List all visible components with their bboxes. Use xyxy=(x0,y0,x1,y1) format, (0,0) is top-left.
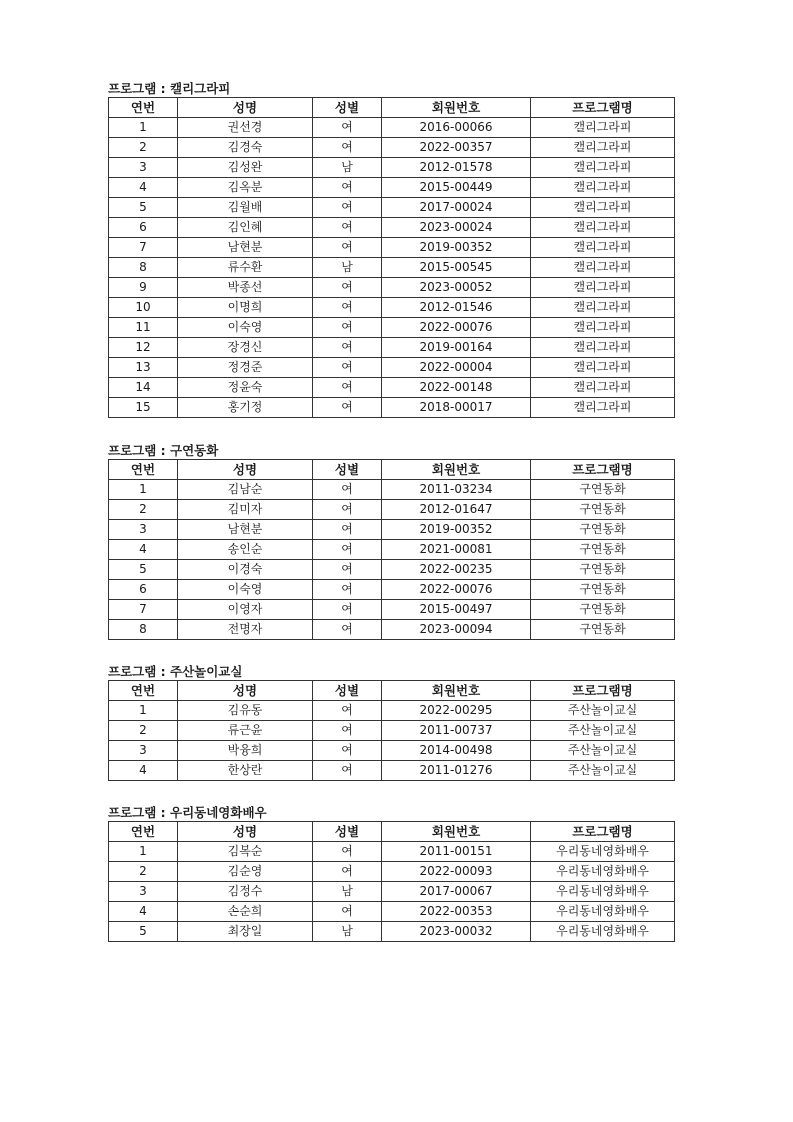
cell-program-name: 구연동화 xyxy=(531,480,675,500)
member-table xyxy=(108,680,675,781)
cell-row-number: 3 xyxy=(109,741,178,761)
table-row xyxy=(109,358,675,378)
cell-gender: 여 xyxy=(313,862,382,882)
cell-gender: 여 xyxy=(313,480,382,500)
cell-member-name: 김월배 xyxy=(178,198,313,218)
cell-program-name: 캘리그라피 xyxy=(531,258,675,278)
cell-gender: 여 xyxy=(313,278,382,298)
column-header-gender: 성별 xyxy=(313,98,382,118)
cell-program-name: 캘리그라피 xyxy=(531,118,675,138)
cell-program-name: 구연동화 xyxy=(531,620,675,640)
cell-row-number: 3 xyxy=(109,158,178,178)
table-row xyxy=(109,500,675,520)
cell-member-name: 정경준 xyxy=(178,358,313,378)
cell-row-number: 2 xyxy=(109,862,178,882)
cell-program-name: 우리동네영화배우 xyxy=(531,862,675,882)
table-row xyxy=(109,318,675,338)
program-title: 프로그램 : 주산놀이교실 xyxy=(108,664,243,679)
cell-member-name: 김성완 xyxy=(178,158,313,178)
cell-program-name: 우리동네영화배우 xyxy=(531,922,675,942)
cell-row-number: 14 xyxy=(109,378,178,398)
cell-gender: 여 xyxy=(313,358,382,378)
cell-program-name: 구연동화 xyxy=(531,600,675,620)
cell-member-name: 송인순 xyxy=(178,540,313,560)
cell-member-name: 남현분 xyxy=(178,238,313,258)
cell-row-number: 7 xyxy=(109,600,178,620)
column-header-member-id: 회원번호 xyxy=(382,460,531,480)
program-section xyxy=(108,442,674,640)
column-header-row-number: 연번 xyxy=(109,98,178,118)
table-row xyxy=(109,398,675,418)
cell-member-id: 2017-00067 xyxy=(382,882,531,902)
cell-member-name: 권선경 xyxy=(178,118,313,138)
cell-row-number: 8 xyxy=(109,258,178,278)
cell-program-name: 구연동화 xyxy=(531,580,675,600)
cell-member-id: 2011-00151 xyxy=(382,842,531,862)
cell-program-name: 캘리그라피 xyxy=(531,178,675,198)
cell-program-name: 캘리그라피 xyxy=(531,378,675,398)
cell-gender: 여 xyxy=(313,118,382,138)
table-row xyxy=(109,118,675,138)
cell-row-number: 2 xyxy=(109,721,178,741)
cell-row-number: 7 xyxy=(109,238,178,258)
table-row xyxy=(109,278,675,298)
member-table xyxy=(108,821,675,942)
cell-row-number: 13 xyxy=(109,358,178,378)
table-row xyxy=(109,721,675,741)
cell-gender: 여 xyxy=(313,902,382,922)
cell-gender: 여 xyxy=(313,138,382,158)
cell-member-name: 전명자 xyxy=(178,620,313,640)
column-header-member-id: 회원번호 xyxy=(382,681,531,701)
cell-member-id: 2015-00545 xyxy=(382,258,531,278)
program-title: 프로그램 : 구연동화 xyxy=(108,443,219,458)
cell-member-name: 김남순 xyxy=(178,480,313,500)
table-row xyxy=(109,842,675,862)
cell-program-name: 주산놀이교실 xyxy=(531,761,675,781)
cell-row-number: 15 xyxy=(109,398,178,418)
cell-program-name: 구연동화 xyxy=(531,500,675,520)
cell-member-id: 2019-00352 xyxy=(382,520,531,540)
cell-gender: 여 xyxy=(313,520,382,540)
column-header-member-id: 회원번호 xyxy=(382,822,531,842)
cell-row-number: 5 xyxy=(109,922,178,942)
cell-program-name: 구연동화 xyxy=(531,540,675,560)
cell-member-name: 김인혜 xyxy=(178,218,313,238)
column-header-row-number: 연번 xyxy=(109,681,178,701)
cell-gender: 여 xyxy=(313,338,382,358)
cell-gender: 남 xyxy=(313,258,382,278)
cell-program-name: 캘리그라피 xyxy=(531,298,675,318)
cell-gender: 여 xyxy=(313,580,382,600)
cell-member-name: 이영자 xyxy=(178,600,313,620)
program-title: 프로그램 : 우리동네영화배우 xyxy=(108,805,267,820)
cell-program-name: 주산놀이교실 xyxy=(531,741,675,761)
cell-member-name: 손순희 xyxy=(178,902,313,922)
cell-gender: 여 xyxy=(313,378,382,398)
cell-row-number: 2 xyxy=(109,138,178,158)
cell-row-number: 4 xyxy=(109,761,178,781)
cell-member-name: 이경숙 xyxy=(178,560,313,580)
column-header-program-name: 프로그램명 xyxy=(531,681,675,701)
column-header-gender: 성별 xyxy=(313,460,382,480)
column-header-gender: 성별 xyxy=(313,681,382,701)
cell-program-name: 구연동화 xyxy=(531,520,675,540)
cell-member-id: 2018-00017 xyxy=(382,398,531,418)
cell-row-number: 12 xyxy=(109,338,178,358)
table-row xyxy=(109,540,675,560)
cell-member-id: 2022-00357 xyxy=(382,138,531,158)
column-header-member-name: 성명 xyxy=(178,460,313,480)
cell-member-id: 2017-00024 xyxy=(382,198,531,218)
cell-row-number: 8 xyxy=(109,620,178,640)
cell-member-id: 2015-00497 xyxy=(382,600,531,620)
column-header-member-name: 성명 xyxy=(178,98,313,118)
cell-gender: 여 xyxy=(313,600,382,620)
cell-member-name: 김유동 xyxy=(178,701,313,721)
member-table xyxy=(108,459,675,640)
cell-program-name: 캘리그라피 xyxy=(531,358,675,378)
cell-gender: 여 xyxy=(313,298,382,318)
cell-row-number: 11 xyxy=(109,318,178,338)
cell-member-id: 2019-00164 xyxy=(382,338,531,358)
cell-gender: 남 xyxy=(313,922,382,942)
program-section xyxy=(108,804,674,942)
cell-member-id: 2021-00081 xyxy=(382,540,531,560)
cell-row-number: 5 xyxy=(109,198,178,218)
table-header-row xyxy=(109,98,675,118)
cell-member-id: 2016-00066 xyxy=(382,118,531,138)
cell-member-id: 2011-03234 xyxy=(382,480,531,500)
column-header-gender: 성별 xyxy=(313,822,382,842)
cell-member-name: 류근윤 xyxy=(178,721,313,741)
cell-gender: 여 xyxy=(313,842,382,862)
cell-program-name: 주산놀이교실 xyxy=(531,701,675,721)
cell-row-number: 6 xyxy=(109,580,178,600)
cell-program-name: 우리동네영화배우 xyxy=(531,842,675,862)
cell-program-name: 캘리그라피 xyxy=(531,318,675,338)
cell-member-name: 김경숙 xyxy=(178,138,313,158)
table-row xyxy=(109,620,675,640)
cell-program-name: 우리동네영화배우 xyxy=(531,882,675,902)
cell-row-number: 1 xyxy=(109,842,178,862)
table-row xyxy=(109,922,675,942)
cell-member-name: 정윤숙 xyxy=(178,378,313,398)
cell-row-number: 1 xyxy=(109,118,178,138)
cell-member-name: 박종선 xyxy=(178,278,313,298)
cell-program-name: 캘리그라피 xyxy=(531,138,675,158)
cell-program-name: 캘리그라피 xyxy=(531,238,675,258)
cell-member-id: 2022-00353 xyxy=(382,902,531,922)
cell-row-number: 4 xyxy=(109,902,178,922)
table-row xyxy=(109,520,675,540)
cell-member-name: 김미자 xyxy=(178,500,313,520)
table-row xyxy=(109,258,675,278)
cell-member-id: 2012-01647 xyxy=(382,500,531,520)
table-row xyxy=(109,862,675,882)
cell-member-name: 김순영 xyxy=(178,862,313,882)
cell-row-number: 3 xyxy=(109,882,178,902)
column-header-row-number: 연번 xyxy=(109,460,178,480)
table-row xyxy=(109,378,675,398)
cell-gender: 여 xyxy=(313,620,382,640)
cell-gender: 여 xyxy=(313,238,382,258)
cell-gender: 여 xyxy=(313,560,382,580)
column-header-program-name: 프로그램명 xyxy=(531,822,675,842)
cell-gender: 여 xyxy=(313,540,382,560)
cell-member-name: 이숙영 xyxy=(178,580,313,600)
cell-gender: 여 xyxy=(313,741,382,761)
table-row xyxy=(109,600,675,620)
table-row xyxy=(109,338,675,358)
table-row xyxy=(109,218,675,238)
cell-member-id: 2022-00093 xyxy=(382,862,531,882)
cell-gender: 여 xyxy=(313,198,382,218)
cell-row-number: 1 xyxy=(109,480,178,500)
column-header-program-name: 프로그램명 xyxy=(531,98,675,118)
cell-program-name: 우리동네영화배우 xyxy=(531,902,675,922)
cell-member-name: 김복순 xyxy=(178,842,313,862)
cell-gender: 남 xyxy=(313,158,382,178)
table-row xyxy=(109,198,675,218)
table-header-row xyxy=(109,460,675,480)
cell-row-number: 3 xyxy=(109,520,178,540)
program-section xyxy=(108,663,674,781)
cell-program-name: 캘리그라피 xyxy=(531,158,675,178)
cell-program-name: 캘리그라피 xyxy=(531,218,675,238)
program-title: 프로그램 : 캘리그라피 xyxy=(108,81,231,96)
cell-program-name: 주산놀이교실 xyxy=(531,721,675,741)
cell-member-name: 장경신 xyxy=(178,338,313,358)
cell-member-name: 이숙영 xyxy=(178,318,313,338)
cell-gender: 남 xyxy=(313,882,382,902)
cell-gender: 여 xyxy=(313,761,382,781)
cell-row-number: 5 xyxy=(109,560,178,580)
cell-member-name: 홍기정 xyxy=(178,398,313,418)
column-header-member-name: 성명 xyxy=(178,681,313,701)
table-row xyxy=(109,580,675,600)
table-row xyxy=(109,902,675,922)
table-row xyxy=(109,480,675,500)
table-header-row xyxy=(109,681,675,701)
cell-program-name: 캘리그라피 xyxy=(531,278,675,298)
cell-member-id: 2022-00295 xyxy=(382,701,531,721)
cell-member-id: 2011-01276 xyxy=(382,761,531,781)
cell-row-number: 10 xyxy=(109,298,178,318)
cell-member-id: 2023-00052 xyxy=(382,278,531,298)
cell-member-id: 2023-00024 xyxy=(382,218,531,238)
cell-row-number: 2 xyxy=(109,500,178,520)
column-header-member-name: 성명 xyxy=(178,822,313,842)
cell-member-id: 2019-00352 xyxy=(382,238,531,258)
program-section xyxy=(108,80,674,418)
table-row xyxy=(109,158,675,178)
cell-row-number: 4 xyxy=(109,540,178,560)
cell-row-number: 4 xyxy=(109,178,178,198)
column-header-member-id: 회원번호 xyxy=(382,98,531,118)
cell-program-name: 캘리그라피 xyxy=(531,198,675,218)
cell-member-id: 2022-00076 xyxy=(382,318,531,338)
cell-member-name: 한상란 xyxy=(178,761,313,781)
cell-member-name: 류수환 xyxy=(178,258,313,278)
cell-program-name: 구연동화 xyxy=(531,560,675,580)
cell-member-name: 박융희 xyxy=(178,741,313,761)
cell-row-number: 1 xyxy=(109,701,178,721)
table-row xyxy=(109,298,675,318)
cell-row-number: 6 xyxy=(109,218,178,238)
cell-member-id: 2014-00498 xyxy=(382,741,531,761)
table-row xyxy=(109,138,675,158)
cell-member-name: 최장일 xyxy=(178,922,313,942)
cell-member-id: 2011-00737 xyxy=(382,721,531,741)
table-row xyxy=(109,701,675,721)
cell-member-id: 2022-00004 xyxy=(382,358,531,378)
cell-member-name: 김옥분 xyxy=(178,178,313,198)
table-row xyxy=(109,560,675,580)
cell-gender: 여 xyxy=(313,701,382,721)
table-row xyxy=(109,741,675,761)
cell-gender: 여 xyxy=(313,500,382,520)
cell-member-id: 2023-00094 xyxy=(382,620,531,640)
column-header-program-name: 프로그램명 xyxy=(531,460,675,480)
column-header-row-number: 연번 xyxy=(109,822,178,842)
cell-gender: 여 xyxy=(313,178,382,198)
cell-member-id: 2022-00076 xyxy=(382,580,531,600)
cell-program-name: 캘리그라피 xyxy=(531,398,675,418)
cell-member-id: 2012-01578 xyxy=(382,158,531,178)
cell-member-id: 2022-00148 xyxy=(382,378,531,398)
table-row xyxy=(109,761,675,781)
cell-member-name: 남현분 xyxy=(178,520,313,540)
table-row xyxy=(109,882,675,902)
cell-member-name: 김정수 xyxy=(178,882,313,902)
table-header-row xyxy=(109,822,675,842)
cell-gender: 여 xyxy=(313,398,382,418)
table-row xyxy=(109,238,675,258)
table-row xyxy=(109,178,675,198)
cell-gender: 여 xyxy=(313,218,382,238)
member-table xyxy=(108,97,675,418)
cell-member-id: 2022-00235 xyxy=(382,560,531,580)
cell-member-id: 2023-00032 xyxy=(382,922,531,942)
cell-program-name: 캘리그라피 xyxy=(531,338,675,358)
cell-gender: 여 xyxy=(313,318,382,338)
cell-member-id: 2015-00449 xyxy=(382,178,531,198)
cell-gender: 여 xyxy=(313,721,382,741)
cell-member-name: 이명희 xyxy=(178,298,313,318)
cell-member-id: 2012-01546 xyxy=(382,298,531,318)
cell-row-number: 9 xyxy=(109,278,178,298)
